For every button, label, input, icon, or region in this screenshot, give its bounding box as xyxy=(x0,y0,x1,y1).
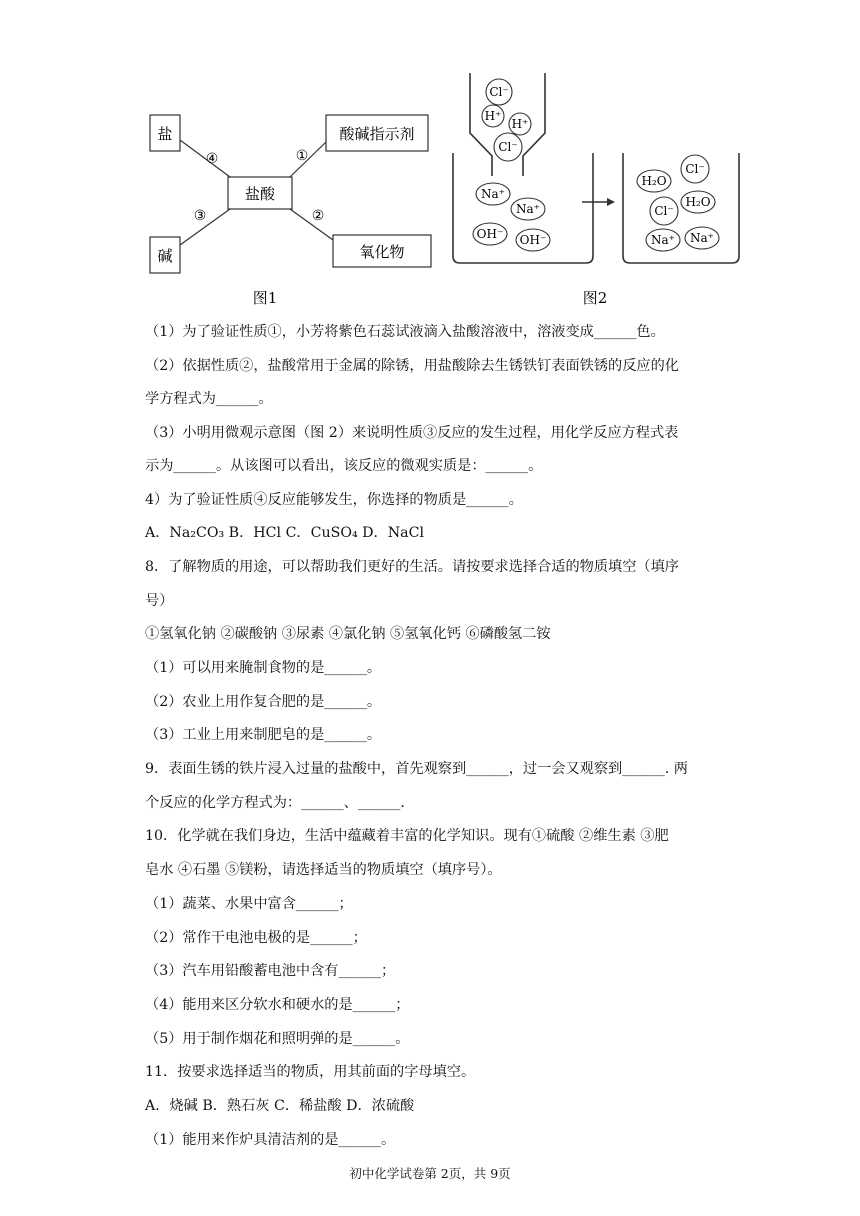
tube-ion-2: H⁺ xyxy=(484,109,502,123)
left-beaker-ion-3: OH⁻ xyxy=(476,227,504,241)
text-line: （4）能用来区分软水和硬水的是______； xyxy=(145,997,410,1013)
text-line: （2）农业上用作复合肥的是______。 xyxy=(145,694,382,710)
text-line: （3）工业上用来制肥皂的是______。 xyxy=(145,727,382,743)
text-line: （3）汽车用铅酸蓄电池中含有______； xyxy=(145,963,396,979)
text-line: A．Na₂CO₃ B．HCl C．CuSO₄ D．NaCl xyxy=(145,525,424,541)
left-beaker-ion-1: Na⁺ xyxy=(481,187,505,201)
text-line: 4）为了验证性质④反应能够发生，你选择的物质是______。 xyxy=(145,492,523,508)
left-beaker-ion-2: Na⁺ xyxy=(516,202,540,216)
fig2-caption: 图2 xyxy=(582,289,608,307)
fig1-num-3: ③ xyxy=(193,208,207,224)
text-line: （1）可以用来腌制食物的是______。 xyxy=(145,660,382,676)
text-line: A．烧碱 B．熟石灰 C．稀盐酸 D．浓硫酸 xyxy=(145,1098,415,1114)
text-line: 10．化学就在我们身边，生活中蕴藏着丰富的化学知识。现有①硫酸 ②维生素 ③肥 xyxy=(145,828,669,844)
left-beaker-ion-4: OH⁻ xyxy=(519,233,547,247)
tube-ion-1: Cl⁻ xyxy=(489,85,509,99)
text-line: 个反应的化学方程式为：______、______. xyxy=(145,795,405,811)
text-line: 9．表面生锈的铁片浸入过量的盐酸中，首先观察到______，过一会又观察到______. 两 xyxy=(145,761,688,777)
fig1-caption: 图1 xyxy=(252,289,278,307)
right-beaker-ion-5: Na⁺ xyxy=(651,233,675,247)
right-beaker-ion-1: H₂O xyxy=(641,174,667,188)
text-line: ①氢氧化钠 ②碳酸钠 ③尿素 ④氯化钠 ⑤氢氧化钙 ⑥磷酸氢二铵 xyxy=(145,626,551,642)
text-line: （2）常作干电池电极的是______； xyxy=(145,930,367,946)
text-line: 8．了解物质的用途，可以帮助我们更好的生活。请按要求选择合适的物质填空（填序 xyxy=(145,559,679,575)
tube-ion-3: H⁺ xyxy=(511,117,529,131)
right-beaker-ion-2: Cl⁻ xyxy=(685,162,705,176)
fig1-num-4: ④ xyxy=(205,151,219,167)
fig1-top-right: 酸碱指示剂 xyxy=(339,125,415,143)
right-beaker-ion-6: Na⁺ xyxy=(690,231,714,245)
fig1-num-2: ② xyxy=(311,208,325,224)
text-line: （1）为了验证性质①，小芳将紫色石蕊试液滴入盐酸溶液中，溶液变成______色。 xyxy=(145,324,665,340)
fig1-bottom-left: 碱 xyxy=(157,247,173,265)
fig1-num-1: ① xyxy=(295,148,309,164)
fig1-bottom-right: 氧化物 xyxy=(359,243,405,261)
text-line: 号） xyxy=(145,593,174,609)
text-line: 学方程式为______。 xyxy=(145,391,273,407)
text-line: 11．按要求选择适当的物质，用其前面的字母填空。 xyxy=(145,1064,476,1080)
text-line: （1）能用来作炉具清洁剂的是______。 xyxy=(145,1132,396,1148)
text-line: （3）小明用微观示意图（图 2）来说明性质③反应的发生过程，用化学反应方程式表 xyxy=(145,425,679,441)
text-line: 皂水 ④石墨 ⑤镁粉，请选择适当的物质填空（填序号）。 xyxy=(145,862,502,878)
page-footer: 初中化学试卷第 2页，共 9页 xyxy=(349,1166,511,1181)
text-line: （2）依据性质②，盐酸常用于金属的除锈，用盐酸除去生锈铁钉表面铁锈的反应的化 xyxy=(145,358,679,374)
text-line: （1）蔬菜、水果中富含______； xyxy=(145,896,353,912)
tube-ion-4: Cl⁻ xyxy=(498,140,518,154)
right-beaker-ion-4: H₂O xyxy=(685,195,711,209)
figure-2 xyxy=(445,68,755,310)
text-line: 示为______。从该图可以看出，该反应的微观实质是：______。 xyxy=(145,458,543,474)
right-beaker-ion-3: Cl⁻ xyxy=(654,204,674,218)
fig1-center: 盐酸 xyxy=(244,185,276,203)
fig1-top-left: 盐 xyxy=(157,125,173,143)
text-line: （5）用于制作烟花和照明弹的是______。 xyxy=(145,1031,410,1047)
figure-1 xyxy=(140,110,440,310)
